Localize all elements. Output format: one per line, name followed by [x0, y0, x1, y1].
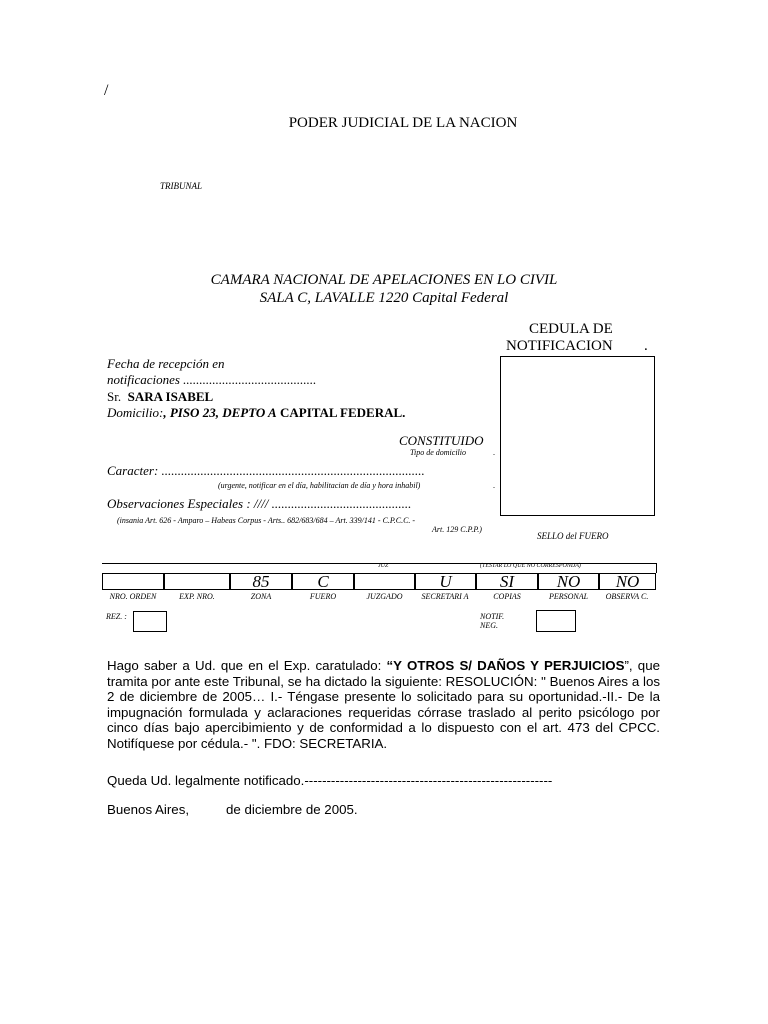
cedula-title-line1: CEDULA DE: [529, 321, 613, 337]
camara-address: SALA C, LAVALLE 1220 Capital Federal: [259, 290, 509, 306]
domicilio-label: Domicilio:: [107, 405, 164, 420]
label-observac: OBSERVA C.: [605, 592, 649, 601]
notification-body: [107, 658, 660, 751]
caracter-field: Caracter: .................................................................................: [107, 463, 425, 478]
label-zona: ZONA: [250, 592, 272, 601]
camara-title: CAMARA NACIONAL DE APELACIONES EN LO CIVIL: [210, 272, 558, 288]
urgente-dot: .: [493, 481, 495, 490]
label-secretaria: SECRETARI A: [421, 592, 469, 601]
recipient-line: [107, 389, 213, 405]
tribunal-label: TRIBUNAL: [160, 181, 203, 191]
sr-label: Sr.: [107, 389, 122, 404]
cell-secretaria: U: [415, 573, 476, 590]
body-intro: Hago saber a Ud. que en el Exp. caratulado:: [107, 658, 387, 673]
cell-observac: NO: [599, 573, 656, 590]
label-copias: COPIAS: [493, 592, 521, 601]
domicilio-value: , PISO 23, DEPTO A: [163, 405, 277, 420]
cell-fuero: C: [292, 573, 354, 590]
tipo-domicilio-label: Tipo de domicilio: [410, 448, 466, 457]
label-personal: PERSONAL: [548, 592, 589, 601]
slash-mark: /: [104, 82, 109, 99]
recipient-name: SARA ISABEL: [127, 389, 214, 404]
page-header: PODER JUDICIAL DE LA NACION: [288, 115, 518, 131]
urgente-note: (urgente, notificar en el día, habilitacian de día y hora inhabil): [218, 481, 421, 490]
cell-juzgado: [354, 573, 415, 590]
cedula-dot: .: [644, 338, 648, 354]
sello-label: SELLO del FUERO: [537, 531, 609, 541]
label-nro-orden: NRO. ORDEN: [109, 592, 157, 601]
cell-personal: NO: [538, 573, 599, 590]
tipo-dot: .: [493, 448, 495, 457]
rez-box: [133, 611, 167, 632]
cell-exp-nro: [164, 573, 230, 590]
domicilio-city: CAPITAL FEDERAL.: [279, 405, 406, 420]
fecha-field: notificaciones .........................................: [107, 372, 317, 387]
cedula-title-line2: NOTIFICACION: [506, 338, 613, 354]
notif-neg-label: NOTIF. NEG.: [480, 612, 505, 630]
notif-neg-box: [536, 610, 576, 632]
observaciones-field: Observaciones Especiales : //// ...........................................: [107, 496, 412, 511]
rez-label: REZ. :: [106, 612, 127, 621]
cell-zona: 85: [230, 573, 292, 590]
insania-note: (insania Art. 626 - Amparo – Habeas Corpus - Arts.. 682/683/684 – Art. 339/141 - C.P.C.C. -: [117, 516, 416, 525]
fecha-label: Fecha de recepción en: [107, 356, 225, 371]
insania-note-cont: Art. 129 C.P.P.): [432, 525, 482, 534]
domicilio-line: [107, 405, 405, 421]
caratula: “Y OTROS S/ DAÑOS Y PERJUICIOS: [386, 658, 625, 673]
stamp-box: [500, 356, 655, 516]
date-line: de diciembre de 2005.: [226, 802, 358, 817]
cell-nro-orden: [102, 573, 164, 590]
label-fuero: FUERO: [309, 592, 337, 601]
juz-label: JUZ: [378, 563, 389, 569]
testar-label: (TESTAR LO QUE NO CORRESPONDA): [480, 563, 581, 569]
constituido-label: CONSTITUIDO: [399, 433, 484, 448]
label-juzgado: JUZGADO: [366, 592, 403, 601]
queda-notificado: Queda Ud. legalmente notificado.--------------------------------------------------------: [107, 773, 553, 788]
body-resolucion: ”, que tramita por ante este Tribunal, se ha dictado la siguiente: RESOLUCIÓN: " Buenos Aires a los 2 de diciembre de 2005… I.- Téngase presente lo solicitado para su oportunidad.-II.- De la impugnación formulada y aclaraciones requeridas córrase traslado al perito psicólogo por cinco días bajo apercibimiento y de conformidad a lo dispuesto con el art. 473 del CPCC. Notifíquese por cédula.- ". FDO: SECRETARIA.: [107, 658, 660, 751]
label-exp-nro: EXP. NRO.: [179, 592, 215, 601]
place-label: Buenos Aires,: [107, 802, 190, 817]
cell-copias: SI: [476, 573, 538, 590]
